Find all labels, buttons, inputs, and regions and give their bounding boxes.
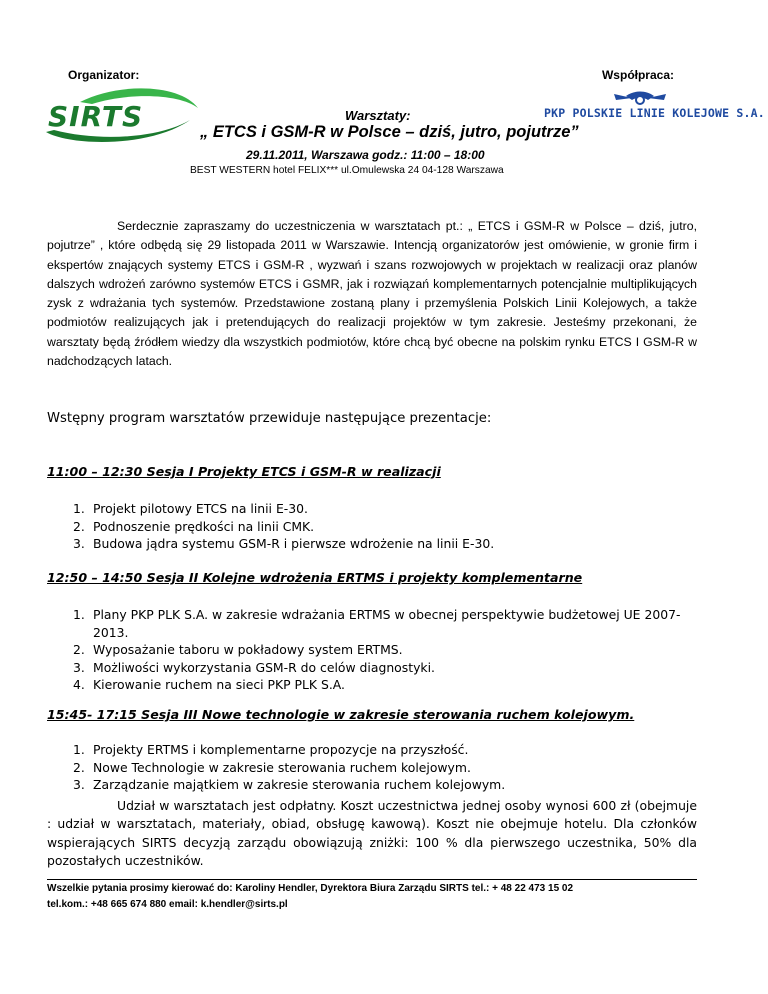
session-2-title: 12:50 – 14:50 Sesja II Kolejne wdrożenia ERTMS i projekty komplementarne <box>47 570 583 585</box>
list-item-text: Projekty ERTMS i komplementarne propozycje na przyszłość. <box>93 742 469 757</box>
list-item <box>47 606 697 641</box>
list-item-number: 3. <box>73 659 85 675</box>
list-item-text: Podnoszenie prędkości na linii CMK. <box>93 518 315 534</box>
list-item <box>47 641 697 659</box>
sirts-logo <box>40 80 200 150</box>
list-item-text: Zarządzanie majątkiem w zakresie sterowania ruchem kolejowym. <box>93 777 506 792</box>
footer-divider <box>47 879 697 880</box>
list-item-text: Kierowanie ruchem na sieci PKP PLK S.A. <box>93 677 345 692</box>
session-1-list <box>47 500 697 553</box>
list-item <box>47 500 697 518</box>
list-item-text: Plany PKP PLK S.A. w zakresie wdrażania ERTMS w obecnej perspektywie budżetowej UE 2007-2013. <box>93 607 681 640</box>
list-item <box>47 518 697 536</box>
program-intro: Wstępny program warsztatów przewiduje następujące prezentacje: <box>47 411 492 426</box>
list-item-number: 2. <box>73 518 85 534</box>
list-item <box>47 659 697 677</box>
list-item-number: 3. <box>73 777 85 792</box>
list-item <box>47 776 697 794</box>
list-item-number: 2. <box>73 759 85 775</box>
list-item <box>47 535 697 553</box>
workshop-label: Warsztaty: <box>345 108 411 123</box>
list-item-text: Nowe Technologie w zakresie sterowania ruchem kolejowym. <box>93 759 471 775</box>
list-item-number: 1. <box>73 501 85 516</box>
list-item-text: Wyposażanie taboru w pokładowy system ERTMS. <box>93 642 403 657</box>
list-item-number: 3. <box>73 536 85 551</box>
session-3-list <box>47 741 697 794</box>
pkp-logo-text: PKP POLSKIE LINIE KOLEJOWE S.A. <box>544 106 765 120</box>
list-item-number: 2. <box>73 642 85 657</box>
list-item-text: Możliwości wykorzystania GSM-R do celów diagnostyki. <box>93 659 435 675</box>
list-item-text: Projekt pilotowy ETCS na linii E-30. <box>93 501 308 516</box>
cooperation-label: Współpraca: <box>601 68 674 82</box>
organizer-label: Organizator: <box>68 68 140 82</box>
footer-line-2: tel.kom.: +48 665 674 880 email: k.hendler@sirts.pl <box>47 899 288 910</box>
list-item <box>47 676 697 694</box>
session-1-title: 11:00 – 12:30 Sesja I Projekty ETCS i GSM-R w realizacji <box>47 464 441 479</box>
session-3-title: 15:45- 17:15 Sesja III Nowe technologie w zakresie sterowania ruchem kolejowym. <box>47 707 635 722</box>
list-item-number: 1. <box>73 607 85 622</box>
list-item-number: 1. <box>73 742 85 757</box>
intro-paragraph: Serdecznie zapraszamy do uczestniczenia w warsztatach pt.: „ ETCS i GSM-R w Polsce – dziś, jutro, pojutrze” , które odbędą się 29 listopada 2011 w Warszawie. Intencją organizatorów jest omówienie, w gronie firm i ekspertów znających systemy ETCS i GSM-R , wyzwań i szans rozwojowych w projektach w realizacji oraz planów dalszych wdrożeń zarówno systemów ETCS i GSMR, jak i rozwiązań komplementarnych potencjalnie multiplikujących zysk z wdrażania tych systemów. Przedstawione zostaną plany i przemyślenia Polskich Linii Kolejowych, a także podmiotów realizujących jak i pretendujących do realizacji projektów w tym zakresie. Jesteśmy przekonani, że warsztaty będą źródłem wiedzy dla wszystkich podmiotów, które chcą być obecne na polskim rynku ETCS I GSM-R w nadchodzących latach. <box>47 219 697 369</box>
list-item-text: Budowa jądra systemu GSM-R i pierwsze wdrożenie na linii E-30. <box>93 536 495 551</box>
sirts-logo-text: SIRTS <box>48 100 144 133</box>
list-item <box>47 759 697 777</box>
fee-paragraph: Udział w warsztatach jest odpłatny. Koszt uczestnictwa jednej osoby wynosi 600 zł (obejmuje : udział w warsztatach, materiały, obiad, obsługę kawową). Koszt nie obejmuje hotelu. Dla członków wspierających SIRTS decyzją zarządu obowiązują zniżki: 100 % dla pierwszego uczestnika, 50% dla pozostałych uczestników. <box>47 798 697 869</box>
workshop-venue: BEST WESTERN hotel FELIX*** ul.Omulewska 24 04-128 Warszawa <box>190 165 504 176</box>
footer-line-1: Wszelkie pytania prosimy kierować do: Karoliny Hendler, Dyrektora Biura Zarządu SIRTS tel.: + 48 22 473 15 02 <box>47 883 574 894</box>
session-2-list <box>47 606 697 694</box>
workshop-title: „ ETCS i GSM-R w Polsce – dziś, jutro, pojutrze” <box>200 123 579 141</box>
list-item <box>47 741 697 759</box>
footer-contact <box>47 881 707 913</box>
workshop-date: 29.11.2011, Warszawa godz.: 11:00 – 18:00 <box>246 148 485 162</box>
list-item-number: 4. <box>73 677 85 692</box>
